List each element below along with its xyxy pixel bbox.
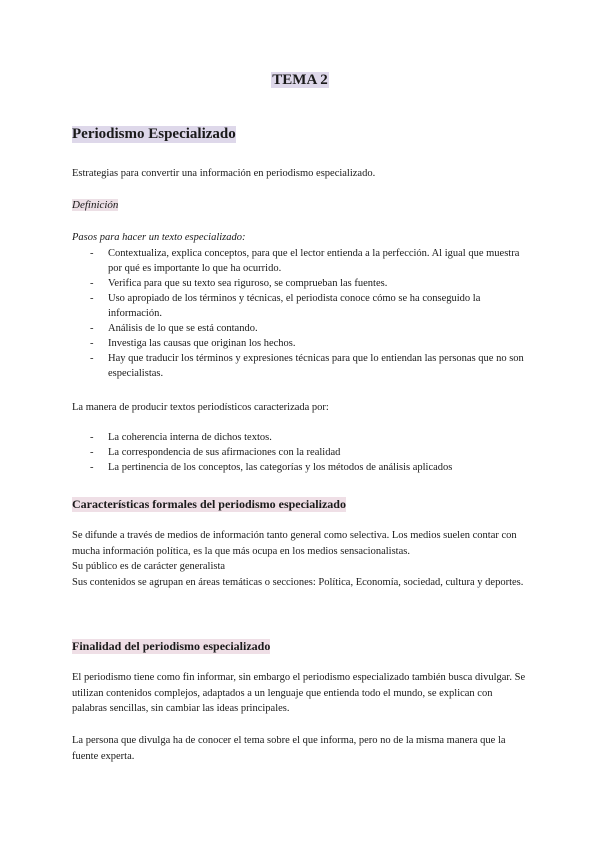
dash-bullet: - [90,293,94,304]
list-item-text: Investiga las causas que originan los hechos. [108,338,296,349]
list-item-text: La coherencia interna de dichos textos. [108,432,272,443]
dash-bullet: - [90,447,94,458]
manera-intro: La manera de producir textos periodísticos caracterizada por: [72,402,329,413]
dash-bullet: - [90,353,94,364]
page-title-text: TEMA 2 [272,72,328,88]
dash-bullet: - [90,432,94,443]
section-heading-periodismo: Periodismo Especializado [72,126,236,142]
dash-bullet: - [90,278,94,289]
caracteristicas-paragraph-3: Sus contenidos se agrupan en áreas temáticas o secciones: Política, Economía, sociedad, cultura y deportes. [72,577,524,588]
list-item [72,460,532,475]
intro-paragraph: Estrategias para convertir una información en periodismo especializado. [72,168,376,179]
list-item [72,291,532,321]
list-item-text: Análisis de lo que se está contando. [108,323,258,334]
finalidad-paragraph-1: El periodismo tiene como fin informar, sin embargo el periodismo especializado también busca divulgar. Se utilizan contenidos complejos, adaptados a un lenguaje que entienda todo el mundo, se explican con palabras sencillas, sin cambiar las ideas principales. [72,672,526,714]
definicion-subheading: Definición [72,199,119,211]
dash-bullet: - [90,248,94,259]
list-item-text: La correspondencia de sus afirmaciones con la realidad [108,447,341,458]
caracteristicas-paragraph-2: Su público es de carácter generalista [72,561,226,572]
list-item-text: Hay que traducir los términos y expresiones técnicas para que lo entiendan las personas que no son especialistas. [108,353,524,379]
caracteristicas-paragraph-1: Se difunde a través de medios de información tanto general como selectiva. Los medios suelen contar con mucha información política, es la que más ocupa en los medios sensacionalistas. [72,530,517,557]
caracteristicas-heading: Características formales del periodismo especializado [72,497,346,511]
finalidad-heading: Finalidad del periodismo especializado [72,639,271,653]
list-item [72,430,532,445]
dash-bullet: - [90,323,94,334]
list-item [72,351,532,381]
list-item-text: Contextualiza, explica conceptos, para que el lector entienda a la perfección. Al igual que muestra por qué es importante lo que ha ocurrido. [108,248,520,274]
list-item [72,336,532,351]
dash-bullet: - [90,338,94,349]
pasos-list [72,246,532,381]
list-item [72,445,532,460]
list-item-text: Uso apropiado de los términos y técnicas, el periodista conoce cómo se ha conseguido la información. [108,293,481,319]
list-item [72,321,532,336]
list-item-text: La pertinencia de los conceptos, las categorías y los métodos de análisis aplicados [108,462,453,473]
list-item [72,276,532,291]
finalidad-paragraph-2: La persona que divulga ha de conocer el tema sobre el que informa, pero no de la misma manera que la fuente experta. [72,735,506,762]
dash-bullet: - [90,462,94,473]
manera-list [72,430,532,475]
list-item [72,246,532,276]
list-item-text: Verifica para que su texto sea riguroso, se comprueban las fuentes. [108,278,388,289]
pasos-label: Pasos para hacer un texto especializado: [72,232,246,243]
page-title [0,72,600,89]
